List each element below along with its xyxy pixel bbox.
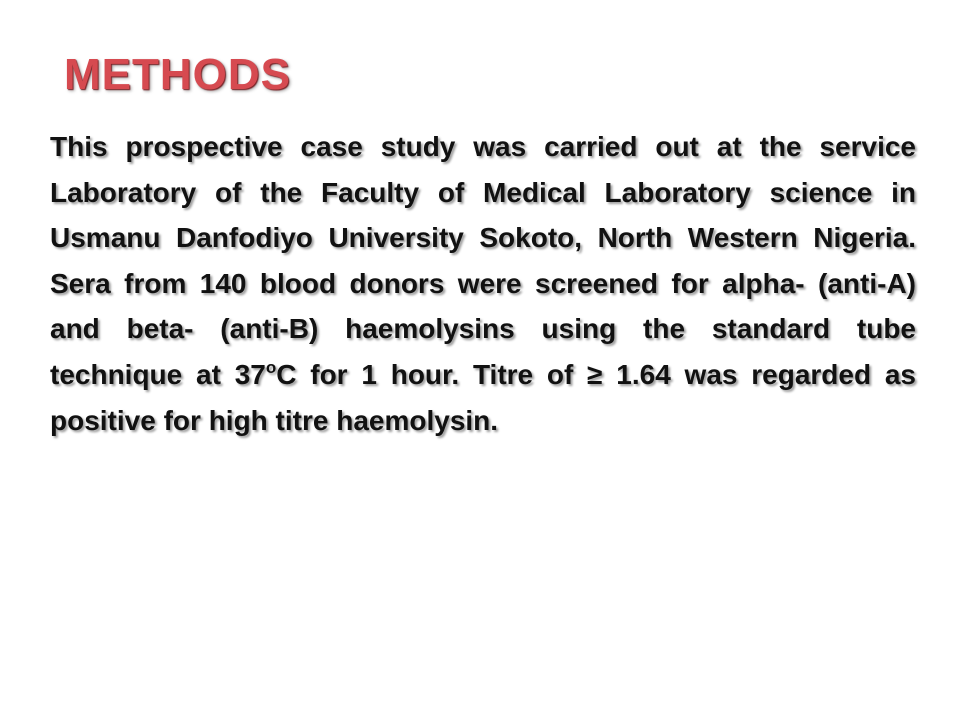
degree-superscript: o [265, 357, 277, 377]
methods-text-part-1: This prospective case study was carried out at the service Laboratory of the Faculty of Medical Laboratory science in Usmanu Danfodiyo University Sokoto, North Western Nigeria. Sera from 140 blood donors were screened for alpha- (anti-A) and beta- (anti-B) haemolysins using the standard tube technique at 37 [50, 131, 916, 390]
methods-text-part-2: C for 1 hour. Titre of ≥ 1.64 was regarded as positive for high titre haemolysin. [50, 358, 917, 436]
slide-title: METHODS [64, 50, 291, 99]
methods-paragraph [50, 124, 916, 443]
